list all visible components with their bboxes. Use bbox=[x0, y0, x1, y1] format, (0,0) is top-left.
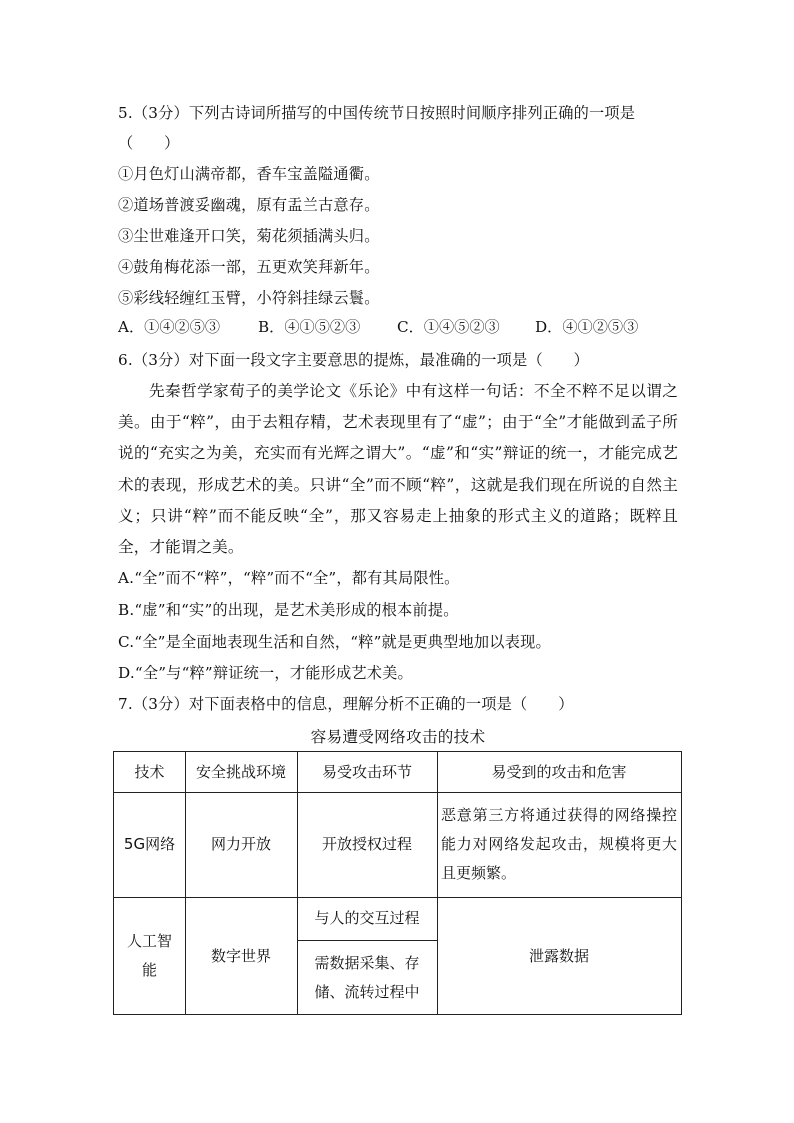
q6-option-a[interactable]: A.“全”而不“粹”，“粹”而不“全”，都有其局限性。 bbox=[118, 569, 460, 587]
attack-tech-table bbox=[113, 751, 682, 1015]
q6-stem: 6.（3分）对下面一段文字主要意思的提炼，最准确的一项是（ ） bbox=[118, 351, 589, 369]
table-row-2-link-2: 需数据采集、存储、流转过程中 bbox=[314, 953, 420, 1001]
table-header-links: 易受攻击环节 bbox=[321, 762, 412, 781]
q5-item-5: ⑤彩线轻缠红玉臂，小符斜挂绿云鬟。 bbox=[118, 289, 380, 307]
q5-item-3: ③尘世难逢开口笑，菊花须插满头归。 bbox=[118, 227, 380, 245]
q5-option-c[interactable]: C．①④⑤②③ bbox=[397, 318, 500, 336]
table-row-2-tech: 人工智能 bbox=[126, 932, 172, 979]
table-row-1-env: 网力开放 bbox=[210, 835, 271, 853]
table-row-1-harm: 恶意第三方将通过获得的网络操控能力对网络发起攻击，规模将更大且更频繁。 bbox=[441, 806, 677, 882]
q5-item-4: ④鼓角梅花添一部，五更欢笑拜新年。 bbox=[118, 258, 380, 276]
q5-option-d[interactable]: D．④①②⑤③ bbox=[535, 318, 639, 336]
table-header-env: 安全挑战环境 bbox=[195, 762, 286, 781]
q5-option-b[interactable]: B．④①⑤②③ bbox=[258, 318, 361, 336]
q5-item-2: ②道场普渡妥幽魂，原有盂兰古意存。 bbox=[118, 196, 380, 214]
q7-stem: 7.（3分）对下面表格中的信息，理解分析不正确的一项是（ ） bbox=[118, 695, 574, 713]
table-row-1-link: 开放授权过程 bbox=[321, 835, 412, 853]
q5-options bbox=[118, 316, 678, 338]
q6-option-c[interactable]: C.“全”是全面地表现生活和自然，“粹”就是更典型地加以表现。 bbox=[118, 633, 551, 651]
table-header-harm: 易受到的攻击和危害 bbox=[491, 762, 627, 781]
table-row-2-link-1: 与人的交互过程 bbox=[314, 909, 420, 927]
q5-option-a[interactable]: A．①④②⑤③ bbox=[118, 318, 221, 336]
q6-passage: 先秦哲学家荀子的美学论文《乐论》中有这样一句话：不全不粹不足以谓之美。由于“粹”，由于去粗存精，艺术表现里有了“虚”；由于“全”才能做到孟子所说的“充实之为美，充实而有光辉之谓大”。“虚”和“实”辩证的统一，才能完成艺术的表现，形成艺术的美。只讲“全”而不顾“粹”，这就是我们现在所说的自然主义；只讲“粹”而不能反映“全”，那又容易走上抽象的形式主义的道路；既粹且全，才能谓之美。 bbox=[118, 382, 678, 557]
q6-option-d[interactable]: D.“全”与“粹”辩证统一，才能形成艺术美。 bbox=[118, 664, 413, 682]
table-row-2-env: 数字世界 bbox=[210, 946, 271, 965]
q5-answer-paren: （ ） bbox=[118, 134, 180, 152]
table-row-1-tech: 5G网络 bbox=[123, 835, 176, 853]
q5-stem: 5.（3分）下列古诗词所描写的中国传统节日按照时间顺序排列正确的一项是 bbox=[118, 104, 636, 122]
table-title: 容易遭受网络攻击的技术 bbox=[310, 728, 486, 746]
table-header-tech: 技术 bbox=[134, 762, 165, 781]
q6-option-b[interactable]: B.“虚”和“实”的出现，是艺术美形成的根本前提。 bbox=[118, 601, 459, 619]
table-row-2-harm: 泄露数据 bbox=[528, 946, 589, 965]
q5-item-1: ①月色灯山满帝都，香车宝盖隘通衢。 bbox=[118, 165, 380, 183]
